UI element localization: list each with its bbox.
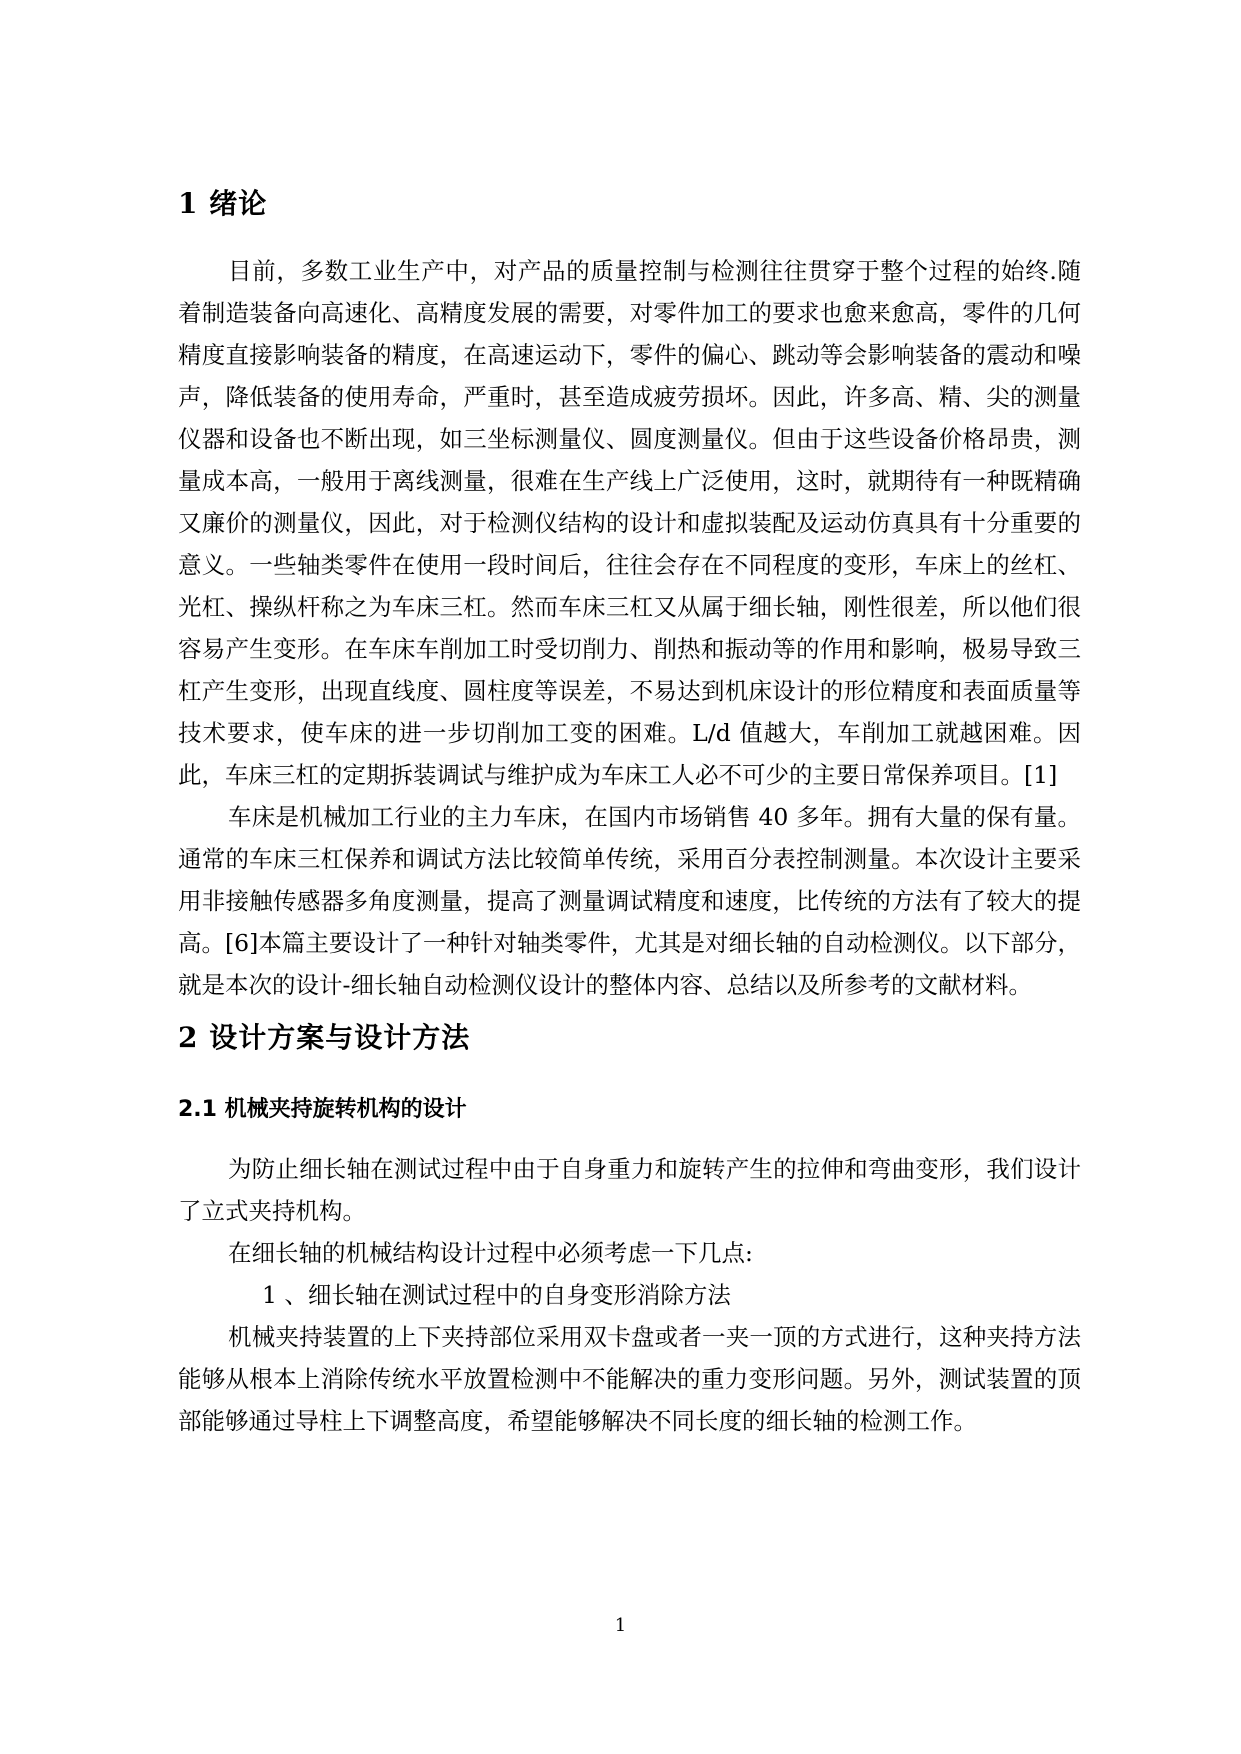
section-1-paragraph-1: 目前，多数工业生产中，对产品的质量控制与检测往往贯穿于整个过程的始终.随着制造装备向高速化、高精度发展的需要，对零件加工的要求也愈来愈高，零件的几何精度直接影响装备的精度，在高速运动下，零件的偏心、跳动等会影响装备的震动和噪声，降低装备的使用寿命，严重时，甚至造成疲劳损坏。因此，许多高、精、尖的测量仪器和设备也不断出现，如三坐标测量仪、圆度测量仪。但由于这些设备价格昂贵，测量成本高，一般用于离线测量，很难在生产线上广泛使用，这时，就期待有一种既精确又廉价的测量仪，因此，对于检测仪结构的设计和虚拟装配及运动仿真具有十分重要的意义。一些轴类零件在使用一段时间后，往往会存在不同程度的变形，车床上的丝杠、光杠、操纵杆称之为车床三杠。然而车床三杠又从属于细长轴，刚性很差，所以他们很容易产生变形。在车床车削加工时受切削力、削热和振动等的作用和影响，极易导致三杠产生变形，出现直线度、圆柱度等误差，不易达到机床设计的形位精度和表面质量等技术要求，使车床的进一步切削加工变的困难。L/d 值越大，车削加工就越困难。因此，车床三杠的定期拆装调试与维护成为车床工人必不可少的主要日常保养项目。[1]: [178, 257, 1081, 789]
list-item-1: 1 、细长轴在测试过程中的自身变形消除方法: [262, 1281, 731, 1309]
section-1-heading: 1 绪论: [178, 187, 268, 220]
subsection-2-1-body: [178, 1148, 1081, 1442]
subsection-paragraph-2: 在细长轴的机械结构设计过程中必须考虑一下几点:: [228, 1239, 753, 1267]
subsection-paragraph-3: 机械夹持装置的上下夹持部位采用双卡盘或者一夹一顶的方式进行，这种夹持方法能够从根本上消除传统水平放置检测中不能解决的重力变形问题。另外，测试装置的顶部能够通过导柱上下调整高度，希望能够解决不同长度的细长轴的检测工作。: [178, 1323, 1081, 1435]
section-1-body: [178, 250, 1081, 1006]
section-2-heading: 2 设计方案与设计方法: [178, 1021, 471, 1054]
page-number: 1: [614, 1615, 627, 1636]
subsection-2-1-heading: 2.1 机械夹持旋转机构的设计: [178, 1097, 467, 1122]
section-1-paragraph-2: 车床是机械加工行业的主力车床，在国内市场销售 40 多年。拥有大量的保有量。通常的车床三杠保养和调试方法比较简单传统，采用百分表控制测量。本次设计主要采用非接触传感器多角度测量，提高了测量调试精度和速度，比传统的方法有了较大的提高。[6]本篇主要设计了一种针对轴类零件，尤其是对细长轴的自动检测仪。以下部分，就是本次的设计-细长轴自动检测仪设计的整体内容、总结以及所参考的文献材料。: [178, 803, 1081, 999]
subsection-paragraph-1: 为防止细长轴在测试过程中由于自身重力和旋转产生的拉伸和弯曲变形，我们设计了立式夹持机构。: [178, 1155, 1081, 1225]
